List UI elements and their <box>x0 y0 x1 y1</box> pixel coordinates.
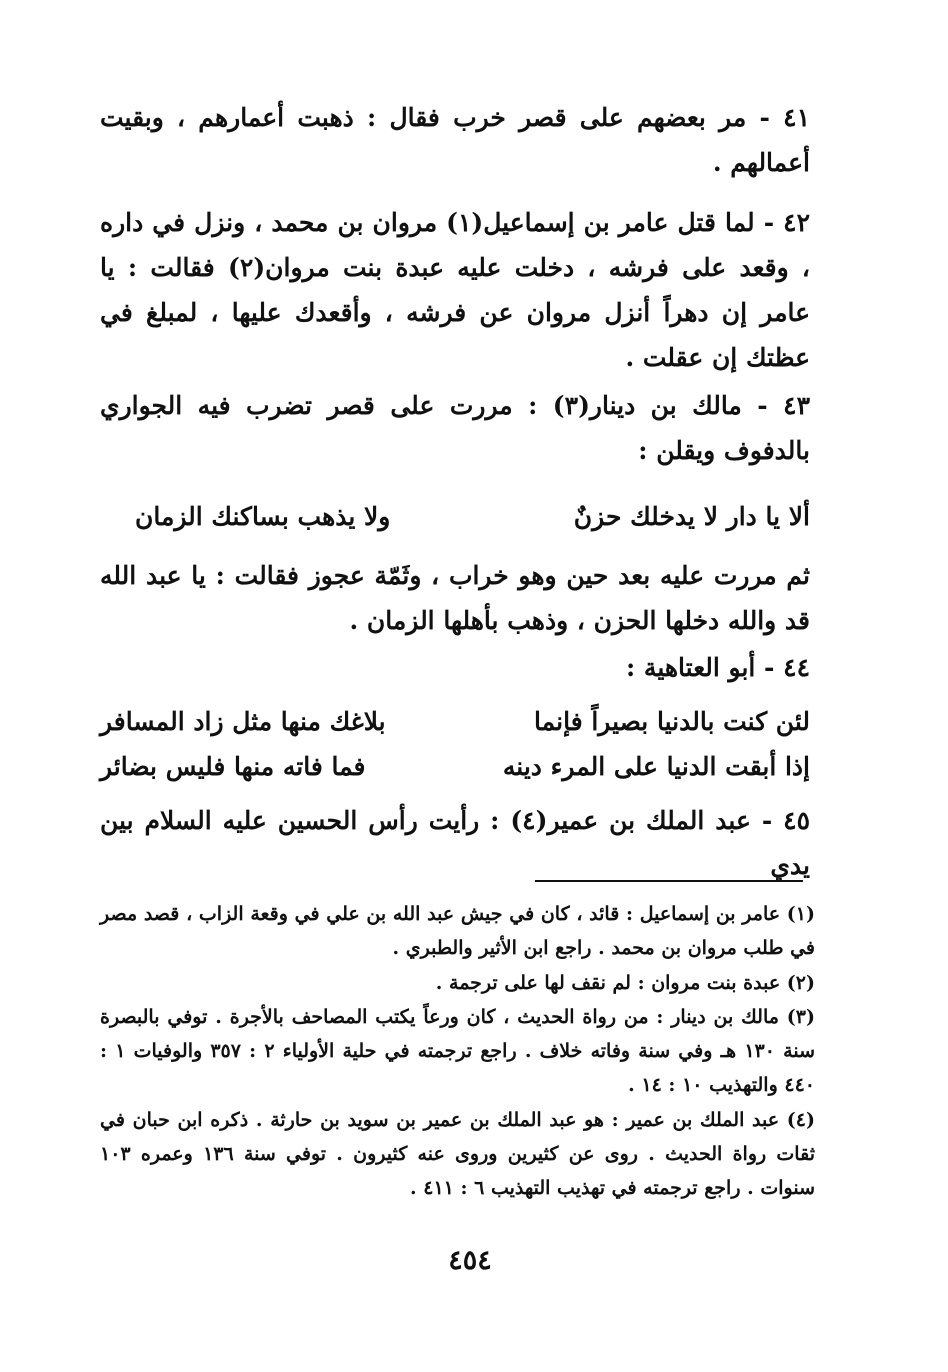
verse-1-first-hemistich: ألا يا دار لا يدخلك حزنٌ <box>573 502 810 531</box>
paragraph-44: ٤٤ - أبو العتاهية : <box>625 653 810 682</box>
verse-2-second-hemistich: بلاغك منها مثل زاد المسافر <box>100 707 386 736</box>
footnote-3: (٣) مالك بن دينار : من رواة الحديث ، كان ورعاً يكتب المصاحف بالأجرة . توفي بالبصرة سنة ١٣٠ هـ وفي سنة وفاته خلاف . راجع ترجمته في حلية الأولياء ٢ : ٣٥٧ والوفيات ١ : ٤٤٠ والتهذيب ١٠ : ١٤ . <box>100 1006 815 1096</box>
footnote-separator <box>535 880 803 882</box>
footnote-2: (٢) عبدة بنت مروان : لم نقف لها على ترجمة . <box>435 972 815 994</box>
page-number: ٤٥٤ <box>448 1245 492 1276</box>
paragraph-45: ٤٥ - عبد الملك بن عمير(٤) : رأيت رأس الحسين عليه السلام بين يدي <box>100 806 810 880</box>
verse-line-3 <box>100 747 810 787</box>
footnote-4: (٤) عبد الملك بن عمير : هو عبد الملك بن عمير بن سويد بن حارثة . ذكره ابن حبان في ثقات رواة الحديث . روى عن كثيرين وروى عنه كثيرون . توفي سنة ١٣٦ وعمره ١٠٣ سنوات . راجع ترجمته في تهذيب التهذيب ٦ : ٤١١ . <box>100 1109 815 1199</box>
verse-line-2 <box>100 702 810 742</box>
paragraph-43: ٤٣ - مالك بن دينار(٣) : مررت على قصر تضرب فيه الجواري بالدفوف ويقلن : <box>100 391 810 465</box>
verse-3-second-hemistich: فما فاته منها فليس بضائر <box>100 752 366 781</box>
paragraph-42: ٤٢ - لما قتل عامر بن إسماعيل(١) مروان بن محمد ، ونزل في داره ، وقعد على فرشه ، دخلت عليه عبدة بنت مروان(٢) فقالت : يا عامر إن دهراً أنزل مروان عن فرشه ، وأقعدك عليها ، لمبلغ في عظتك إن عقلت . <box>100 208 811 372</box>
paragraph-41: ٤١ - مر بعضهم على قصر خرب فقال : ذهبت أعمارهم ، وبقيت أعمالهم . <box>100 103 810 177</box>
verse-2-first-hemistich: لئن كنت بالدنيا بصيراً فإنما <box>534 707 810 736</box>
verse-line-1 <box>100 497 810 537</box>
paragraph-after-verse: ثم مررت عليه بعد حين وهو خراب ، وثَمّة عجوز فقالت : يا عبد الله قد والله دخلها الحزن ، وذهب بأهلها الزمان . <box>100 561 810 635</box>
footnote-1: (١) عامر بن إسماعيل : قائد ، كان في جيش عبد الله بن علي في وقعة الزاب ، قصد مصر في طلب مروان بن محمد . راجع ابن الأثير والطبري . <box>100 903 815 959</box>
verse-1-second-hemistich: ولا يذهب بساكنك الزمان <box>135 502 391 531</box>
verse-3-first-hemistich: إذا أبقت الدنيا على المرء دينه <box>502 752 810 781</box>
